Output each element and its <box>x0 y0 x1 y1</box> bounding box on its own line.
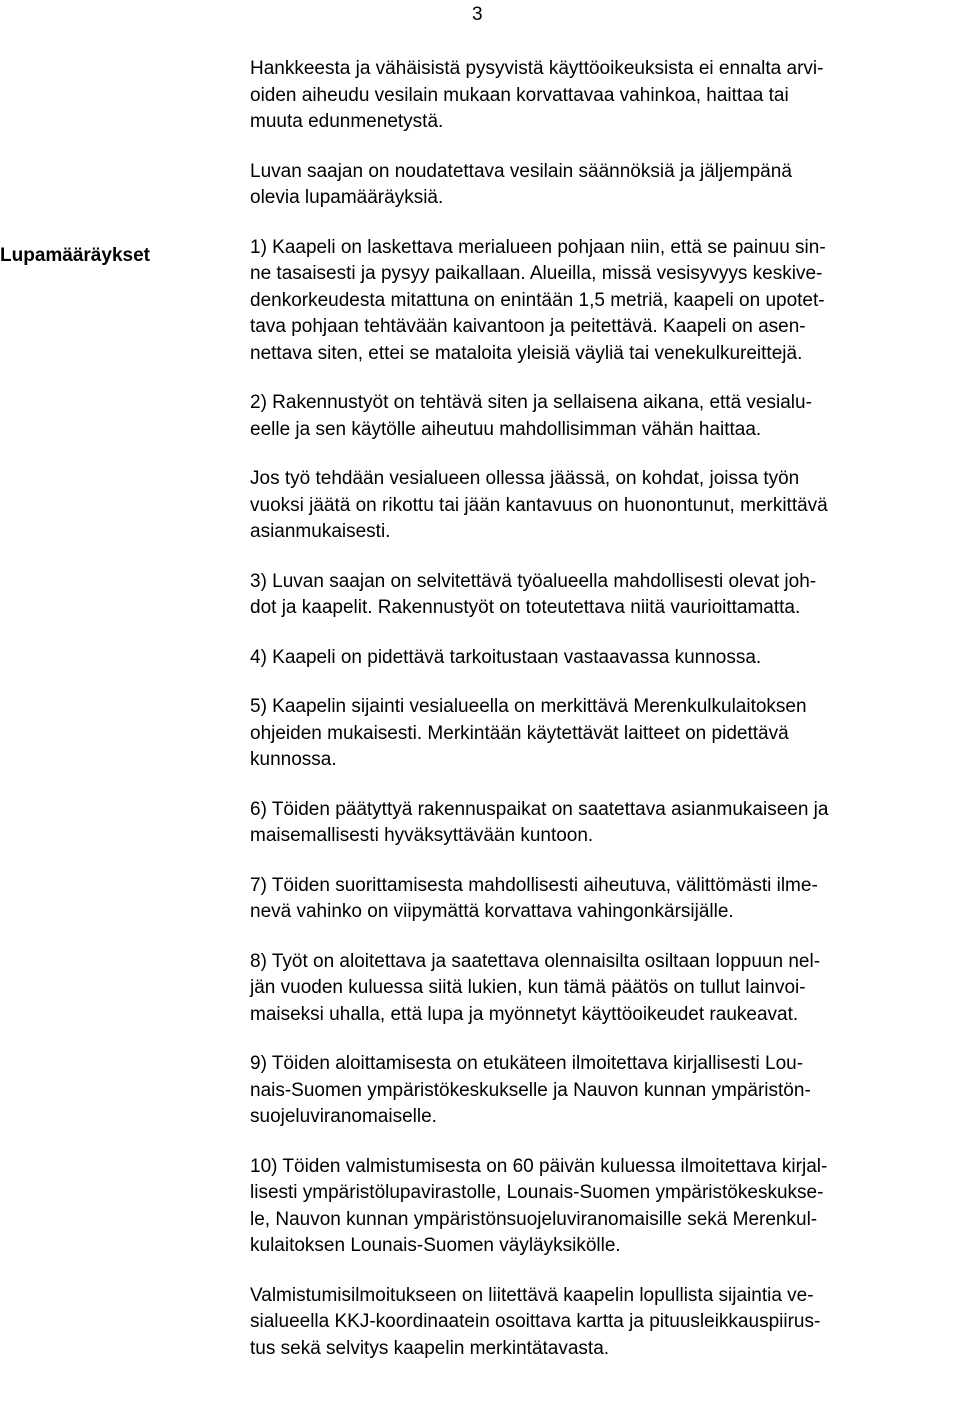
section-heading-lupamaaraykset: Lupamääräykset <box>0 245 150 266</box>
permit-condition-10: 10) Töiden valmistumisesta on 60 päivän kuluessa ilmoitettava kirjal- lisesti ympäristölupavirastolle, Lounais-Suomen ympäristökeskukse- le, Nauvon kunnan ympäristönsuojeluviranomaisille sekä Merenkul- kulaitoksen Lounais-Suomen väyläyksikölle. <box>250 1155 828 1256</box>
permit-condition-1: 1) Kaapeli on laskettava merialueen pohjaan niin, että se painuu sin- ne tasaisesti ja pysyy paikallaan. Alueilla, missä vesisyvyys keskive- denkorkeudesta mitattuna on enintään 1,5 metriä, kaapeli on upotet- tava pohjaan tehtävään kaivantoon ja peitettävä. Kaapeli on asen- nettava siten, ettei se mataloita yleisiä väyliä tai venekulkureittejä. <box>250 236 826 364</box>
paragraph-obligations: Luvan saajan on noudatettava vesilain säännöksiä ja jäljempänä olevia lupamääräyksiä. <box>250 160 792 208</box>
paragraph-completion-notice: Valmistumisilmoitukseen on liitettävä kaapelin lopullista sijaintia ve- sialueella KKJ-koordinaatein osoittava kartta ja pituusleikkauspiirus- tus sekä selvitys kaapelin merkintätavasta. <box>250 1284 821 1359</box>
permit-condition-2-ice: Jos työ tehdään vesialueen ollessa jäässä, on kohdat, joissa työn vuoksi jäätä on rikottu tai jään kantavuus on huonontunut, merkittävä asianmukaisesti. <box>250 468 828 542</box>
permit-condition-8: 8) Työt on aloitettava ja saatettava olennaisilta osiltaan loppuun nel- jän vuoden kuluessa siitä lukien, kun tämä päätös on tullut lainvoi- maiseksi uhalla, että lupa ja myönnetyt käyttöoikeudet raukeavat. <box>250 950 821 1025</box>
permit-condition-6: 6) Töiden päätyttyä rakennuspaikat on saatettava asianmukaiseen ja maisemallisesti hyväksyttävään kuntoon. <box>250 798 829 846</box>
permit-condition-7: 7) Töiden suorittamisesta mahdollisesti aiheutuva, välittömästi ilme- nevä vahinko on viipymättä korvattava vahingonkärsijälle. <box>250 874 818 922</box>
permit-condition-2: 2) Rakennustyöt on tehtävä siten ja sellaisena aikana, että vesialu- eelle ja sen käytölle aiheutuu mahdollisimman vähän haittaa. <box>250 392 812 440</box>
page-number: 3 <box>472 4 483 25</box>
document-body <box>250 56 960 1385</box>
permit-condition-4: 4) Kaapeli on pidettävä tarkoitustaan vastaavassa kunnossa. <box>250 646 762 668</box>
permit-condition-9: 9) Töiden aloittamisesta on etukäteen ilmoitettava kirjallisesti Lou- nais-Suomen ympäristökeskukselle ja Nauvon kunnan ympäristön- suojeluviranomaiselle. <box>250 1053 811 1127</box>
paragraph-damages: Hankkeesta ja vähäisistä pysyvistä käyttöoikeuksista ei ennalta arvi- oiden aiheudu vesilain mukaan korvattavaa vahinkoa, haittaa tai muuta edunmenetystä. <box>250 58 824 132</box>
permit-condition-3: 3) Luvan saajan on selvitettävä työalueella mahdollisesti olevat joh- dot ja kaapelit. Rakennustyöt on toteutettava niitä vaurioittamatta. <box>250 570 817 618</box>
permit-condition-5: 5) Kaapelin sijainti vesialueella on merkittävä Merenkulkulaitoksen ohjeiden mukaisesti. Merkintään käytettävät laitteet on pidettävä kunnossa. <box>250 696 807 770</box>
